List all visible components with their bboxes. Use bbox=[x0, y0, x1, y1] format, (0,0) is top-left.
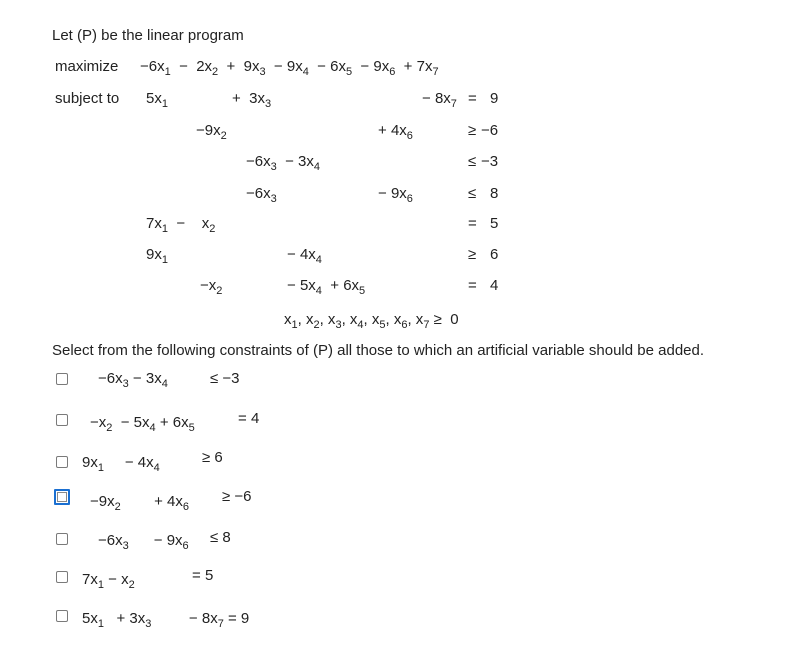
r1-term-x1: $5x_1$ bbox=[146, 90, 168, 110]
r6-term-x1: $9x_1$ bbox=[146, 246, 168, 266]
option-3-lhs: $9x_1$ − $4x_4$ bbox=[82, 454, 160, 474]
r2-relation: ≥ bbox=[468, 122, 477, 139]
r1-rhs: 9 bbox=[490, 90, 499, 107]
option-7-checkbox[interactable] bbox=[56, 610, 68, 622]
option-3-relation: ≥ 6 bbox=[202, 449, 223, 466]
r3-rhs: −3 bbox=[481, 153, 499, 170]
r1-term-x7: − $8x_7$ bbox=[422, 90, 457, 110]
r1-relation: = bbox=[468, 90, 477, 107]
option-2-checkbox[interactable] bbox=[56, 414, 68, 426]
option-1-relation: ≤ −3 bbox=[210, 370, 240, 387]
option-5-relation: ≤ 8 bbox=[210, 529, 231, 546]
r6-relation: ≥ bbox=[468, 246, 477, 263]
r4-relation: ≤ bbox=[468, 185, 477, 202]
r7-term-x2: $-x_2$ bbox=[200, 277, 223, 297]
r6-rhs: 6 bbox=[490, 246, 499, 263]
r3-terms: $-6x_3 - 3x_4$ bbox=[246, 153, 320, 173]
option-1-checkbox[interactable] bbox=[56, 373, 68, 385]
option-3-checkbox[interactable] bbox=[56, 456, 68, 468]
constraints-label: subject to bbox=[55, 90, 120, 107]
objective-function: $-6x_1 - 2x_2 + 9x_3 - 9x_4 - 6x_5 - 9x_6 + 7x_7$ bbox=[140, 58, 439, 78]
r2-term-x6: + $4x_6$ bbox=[378, 122, 413, 142]
r7-relation: = bbox=[468, 277, 477, 294]
option-6-lhs: $7x_1 - x_2$ bbox=[82, 571, 135, 591]
r7-terms-x4-x5: − $5x_4 + 6x_5$ bbox=[287, 277, 366, 297]
option-5-lhs: $-6x_3$ − $9x_6$ bbox=[98, 532, 189, 552]
option-1-lhs: $-6x_3 - 3x_4$ bbox=[98, 370, 168, 390]
option-2-relation: = 4 bbox=[238, 410, 260, 427]
r4-term-x6: − $9x_6$ bbox=[378, 185, 413, 205]
r4-rhs: 8 bbox=[490, 185, 499, 202]
option-6-checkbox[interactable] bbox=[56, 571, 68, 583]
r5-relation: = bbox=[468, 215, 477, 232]
option-6-relation: = 5 bbox=[192, 567, 214, 584]
option-5-checkbox[interactable] bbox=[56, 533, 68, 545]
r7-rhs: 4 bbox=[490, 277, 499, 294]
r2-term-x2: $-9x_2$ bbox=[196, 122, 227, 142]
intro-text: Let (P) be the linear program bbox=[52, 27, 244, 44]
r3-relation: ≤ bbox=[468, 153, 477, 170]
option-7-lhs: $5x_1$ + $3x_3$ − $8x_7 = 9$ bbox=[82, 610, 250, 630]
r5-rhs: 5 bbox=[490, 215, 499, 232]
r5-terms: $7x_1$ − $x_2$ bbox=[146, 215, 216, 235]
r1-term-x3: + $3x_3$ bbox=[232, 90, 272, 110]
question-text: Select from the following constraints of (P) all those to which an artificial variable should be added. bbox=[52, 342, 705, 359]
r4-term-x3: $-6x_3$ bbox=[246, 185, 277, 205]
option-2-lhs: $-x_2 - 5x_4 + 6x_5$ bbox=[90, 414, 195, 434]
objective-label: maximize bbox=[55, 58, 119, 75]
r2-rhs: −6 bbox=[481, 122, 499, 139]
r6-term-x4: − $4x_4$ bbox=[287, 246, 322, 266]
option-4-checkbox[interactable] bbox=[54, 489, 70, 505]
nonnegativity-constraint: $x_1$, $x_2$, $x_3$, $x_4$, $x_5$, $x_6$, $x_7 \ge 0$ bbox=[284, 311, 459, 331]
option-4-relation: ≥ −6 bbox=[222, 488, 252, 505]
option-4-lhs: $-9x_2$ + $4x_6$ bbox=[90, 493, 189, 513]
